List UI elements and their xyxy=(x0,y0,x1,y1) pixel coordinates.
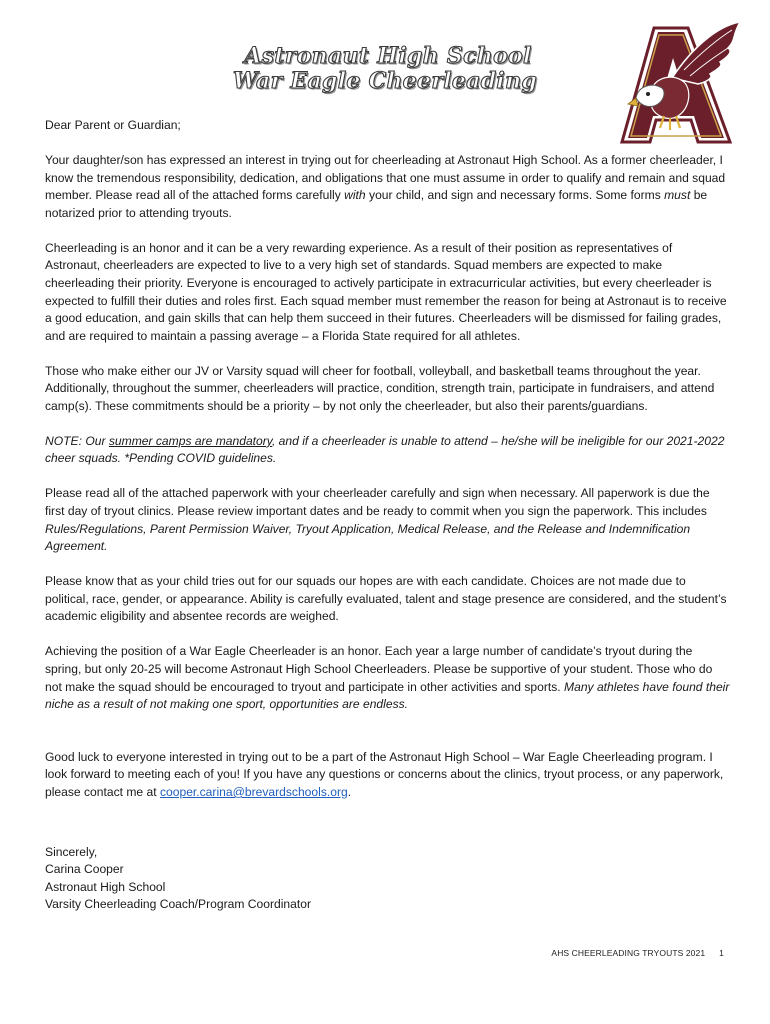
salutation: Dear Parent or Guardian; xyxy=(45,118,181,132)
school-title: Astronaut High School xyxy=(244,43,532,69)
closing: Sincerely, xyxy=(45,844,98,859)
text-run: your child, and sign and necessary forms. Some forms xyxy=(365,188,665,203)
letter-body xyxy=(45,117,730,914)
text-run: Please read all of the attached paperwork with your cheerleader carefully and sign when necessary. All paperwork is due the first day of tryout clinics. Please review important dates and be ready to commit when you sign the paperwork. This includes xyxy=(45,486,710,519)
underlined-mandatory: summer camps are mandatory xyxy=(108,433,272,448)
signer-role: Varsity Cheerleading Coach/Program Coordinator xyxy=(45,897,311,912)
emphasis-with: with xyxy=(344,188,366,203)
text-run: Achieving the position of a War Eagle Cheerleader is an honor. Each year a large number of candidate’s tryout during the spring, but only 20-25 will become Astronaut High School Cheerleaders. Please be supportive of your student. Those who do not make the squad should be encouraged to tryout and participate in other activities and sports. xyxy=(45,644,713,694)
program-subtitle: War Eagle Cheerleading xyxy=(232,68,538,94)
page-number: 1 xyxy=(719,948,724,958)
paragraph-honor xyxy=(45,643,730,713)
text-run: be notarized prior to attending tryouts. xyxy=(45,188,708,220)
paragraph-standards: Cheerleading is an honor and it can be a very rewarding experience. As a result of their position as representatives of Astronaut, cheerleaders are expected to live to a very high set of standards. Squad members are expected to make cheerleading their priority. Everyone is encouraged to actively participate in extracurricular activities, but every cheerleader is expected to fulfill their duties and roles first. Each squad member must remember the reason for being at Astronaut is to receive a good education, and gain skills that can help them succeed in their futures. Cheerleaders will be dismissed for failing grades, and are required to maintain a passing average – a Florida State required for all athletes. xyxy=(45,240,727,343)
text-run: . xyxy=(347,784,352,799)
email-link[interactable]: cooper.carina@brevardschools.org xyxy=(159,784,348,799)
signer-school: Astronaut High School xyxy=(45,879,166,894)
page-footer xyxy=(551,948,724,958)
emphasis-athletes: Many athletes have found their niche as a result of not making one sport, opportunities are endless. xyxy=(45,679,730,712)
text-run: Your daughter/son has expressed an interest in trying out for cheerleading at Astronaut High School. As a former cheerleader, I know the tremendous responsibility, dedication, and obligations that one must assume in order to qualify and remain and squad member. Please read all of the attached forms carefully xyxy=(45,152,726,203)
footer-label: AHS CHEERLEADING TRYOUTS 2021 xyxy=(551,948,706,958)
paragraph-good-luck xyxy=(45,749,730,802)
note-summer-camps xyxy=(45,433,730,468)
paragraph-commitments: Those who make either our JV or Varsity squad will cheer for football, volleyball, and basketball teams throughout the year. Additionally, throughout the summer, cheerleaders will practice, condition, strength train, participate in fundraisers, and attend camp(s). These commitments should be a priority – by not only the cheerleader, but also their parents/guardians. xyxy=(45,363,715,413)
text-run: , and if a cheerleader is unable to attend – he/she will be ineligible for our 2021-2022 cheer squads. *Pending COVID guidelines. xyxy=(45,433,725,466)
paragraph-intro xyxy=(45,152,730,222)
text-run: NOTE: Our xyxy=(45,433,109,448)
signer-name: Carina Cooper xyxy=(45,862,124,877)
paragraph-paperwork xyxy=(45,485,730,555)
paragraph-selection: Please know that as your child tries out for our squads our hopes are with each candidate. Choices are not made due to political, race, gender, or appearance. Ability is carefully evaluated, talent and stage presence are considered, and the student’s academic eligibility and absentee records are weighed. xyxy=(45,574,727,624)
emphasis-must: must xyxy=(664,188,691,203)
text-run: Good luck to everyone interested in trying out to be a part of the Astronaut High School – War Eagle Cheerleading program. I look forward to meeting each of you! If you have any questions or concerns about the clinics, tryout process, or any paperwork, please contact me at xyxy=(45,749,724,799)
signature-block xyxy=(45,844,730,914)
paperwork-list: Rules/Regulations, Parent Permission Waiver, Tryout Application, Medical Release, and the Release and Indemnification Agreement. xyxy=(45,521,691,554)
